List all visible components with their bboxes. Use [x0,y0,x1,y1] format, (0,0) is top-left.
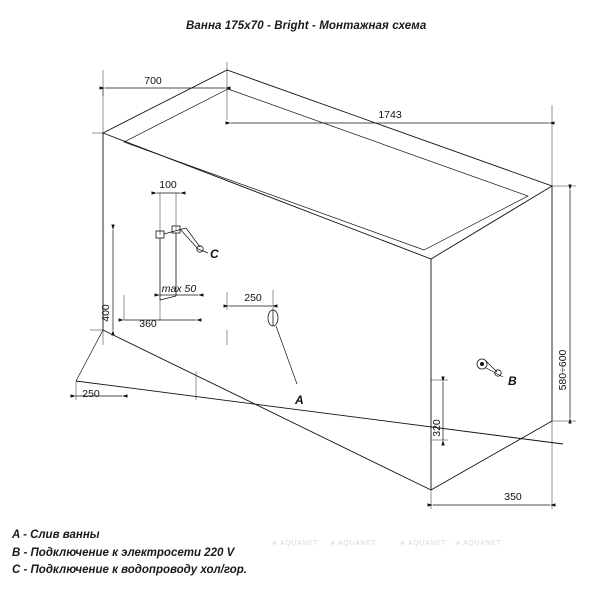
dim-360: 360 [139,318,157,330]
watermark: ◈ AQUANET [330,540,377,547]
electrical-connection-symbol [477,359,501,376]
dim-400: 400 [100,304,112,322]
legend-line-a: A - Слив ванны [12,529,100,541]
watermark: ◈ AQUANET [400,540,447,547]
dim-250-mid: 250 [244,292,262,304]
drain-symbol [268,310,278,326]
dimension-lines [76,88,570,505]
legend-line-b: B - Подключение к электросети 220 V [12,546,235,559]
dim-100: 100 [159,179,177,191]
dim-580-600: 580÷600 [557,349,569,391]
watermark: ◈ AQUANET [455,540,502,547]
dim-350: 350 [504,491,522,503]
extension-lines [76,62,576,509]
legend-line-c: C - Подключение к водопроводу хол/гор. [12,564,247,576]
watermark: ◈ AQUANET [272,540,319,547]
callout-labels [210,247,517,407]
page-title: Ванна 175х70 - Bright - Монтажная схема [186,20,427,32]
dim-700: 700 [144,75,162,87]
dim-1743: 1743 [378,109,402,121]
dim-max-50: max 50 [161,283,197,295]
bath-body [76,70,563,490]
callout-a: A [295,393,304,407]
dim-250-left: 250 [82,388,100,400]
legend [12,527,247,580]
callout-c: C [210,247,219,261]
callout-b: B [508,374,517,388]
dim-320: 320 [431,419,443,437]
callout-leaders [198,249,503,384]
